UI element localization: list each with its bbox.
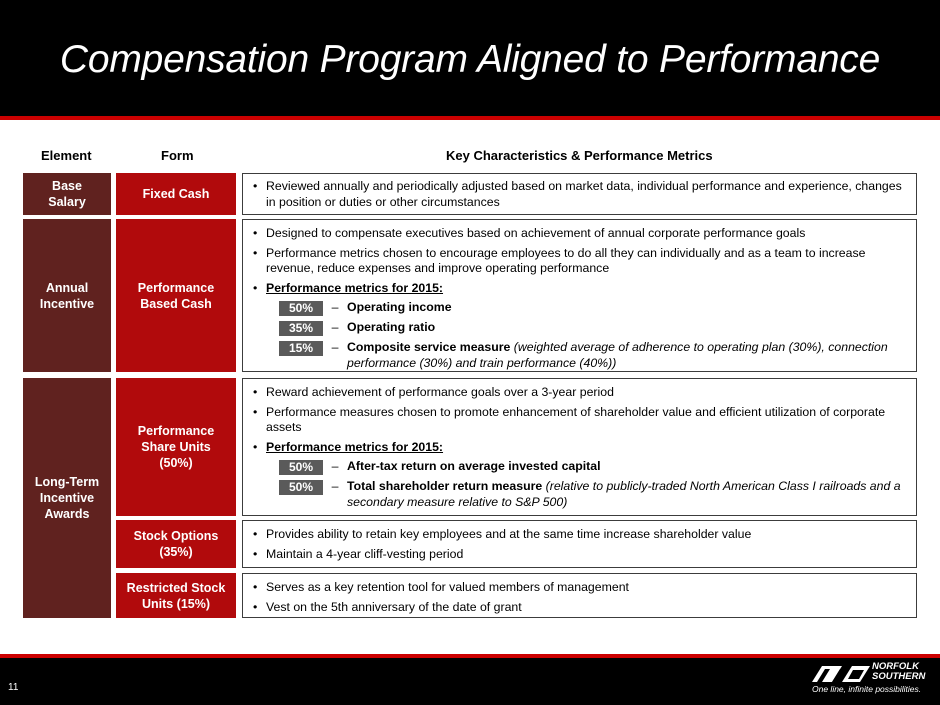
logo-tagline: One line, infinite possibilities.: [812, 684, 922, 694]
metric-row: 50% – Total shareholder return measure (relative to publicly-traded North American Class I railroads and a secondary measure relative to S&P 500): [279, 479, 908, 510]
footer-bar: [0, 658, 940, 705]
box-performance-share-units: [242, 378, 917, 516]
form-performance-share-units: Performance Share Units (50%): [116, 378, 236, 516]
list-item: • Performance metrics chosen to encourage employees to do all they can individually and as a team to increase revenue, reduce expenses and improve operating performance: [253, 245, 866, 276]
page-number: 11: [8, 682, 19, 693]
header-element: Element: [41, 148, 92, 163]
list-item: • Performance measures chosen to promote enhancement of shareholder value and efficient utilization of corporate assets: [253, 404, 886, 435]
ns-logo-icon: [812, 664, 870, 684]
weight-badge: 15%: [279, 341, 323, 356]
header-key-characteristics: Key Characteristics & Performance Metrics: [446, 148, 713, 163]
metric-row: 50% – Operating income: [279, 300, 908, 316]
form-stock-options: Stock Options (35%): [116, 520, 236, 568]
list-item: • Provides ability to retain key employees and at the same time increase shareholder value: [253, 527, 752, 541]
box-stock-options: [242, 520, 917, 568]
list-item: • Serves as a key retention tool for valued members of management: [253, 580, 629, 594]
list-item: • Designed to compensate executives based on achievement of annual corporate performance goals: [253, 226, 806, 240]
metric-row: 35% – Operating ratio: [279, 320, 908, 336]
form-restricted-stock-units: Restricted Stock Units (15%): [116, 573, 236, 618]
list-item: • Reviewed annually and periodically adjusted based on market data, individual performance and experience, changes in position or duties or other circumstances: [253, 179, 902, 209]
logo-name: NORFOLK SOUTHERN: [872, 661, 926, 682]
list-item: • Maintain a 4-year cliff-vesting period: [253, 546, 464, 561]
metric-row: 15% – Composite service measure (weighted average of adherence to operating plan (30%), connection performance (30%) and train performance (40%)): [279, 340, 908, 371]
element-long-term-incentive: Long-Term Incentive Awards: [23, 378, 111, 618]
element-annual-incentive: Annual Incentive: [23, 219, 111, 372]
box-base-salary: [242, 173, 917, 215]
title-rule: [0, 116, 940, 120]
page-title: Compensation Program Aligned to Performance: [59, 38, 881, 81]
form-fixed-cash: Fixed Cash: [116, 173, 236, 215]
metric-row: 50% – After-tax return on average invested capital: [279, 459, 908, 475]
weight-badge: 50%: [279, 480, 323, 495]
weight-badge: 35%: [279, 321, 323, 336]
element-base-salary: Base Salary: [23, 173, 111, 215]
list-item: • Reward achievement of performance goals over a 3-year period: [253, 385, 614, 399]
weight-badge: 50%: [279, 460, 323, 475]
box-restricted-stock-units: [242, 573, 917, 618]
norfolk-southern-logo: [808, 662, 938, 702]
form-performance-based-cash: Performance Based Cash: [116, 219, 236, 372]
list-item: • Performance metrics for 2015:: [253, 439, 444, 454]
list-item: • Vest on the 5th anniversary of the date of grant: [253, 599, 522, 614]
weight-badge: 50%: [279, 301, 323, 316]
header-form: Form: [161, 148, 194, 163]
list-item: • Performance metrics for 2015:: [253, 280, 444, 295]
box-annual-incentive: [242, 219, 917, 372]
